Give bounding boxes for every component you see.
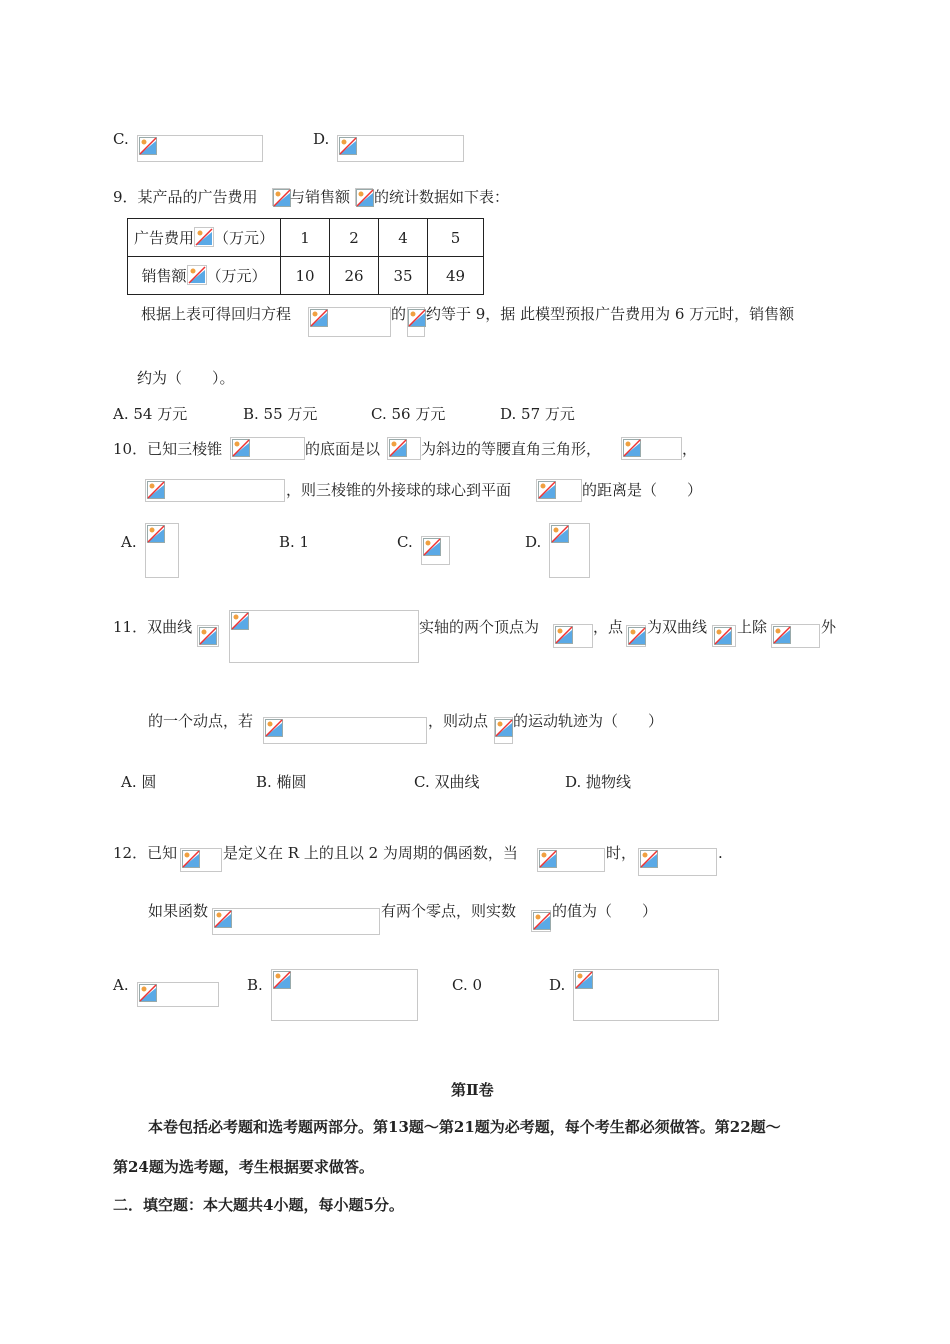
q12-function-f-image bbox=[180, 848, 222, 872]
q9-stem-b: 与销售额 bbox=[290, 188, 351, 206]
broken-image-icon bbox=[194, 227, 214, 247]
broken-image-icon bbox=[538, 481, 556, 499]
broken-image-icon bbox=[773, 626, 791, 644]
q12-option-a-image bbox=[137, 982, 219, 1007]
broken-image-icon bbox=[555, 626, 573, 644]
q9-option-b: B. 55 万元 bbox=[243, 405, 318, 423]
table-cell: 1 bbox=[281, 219, 330, 257]
q12-line1-c: 时， bbox=[606, 844, 637, 862]
q11-option-c: C. 双曲线 bbox=[414, 773, 480, 791]
q10-line2-b: 的距离是（ ） bbox=[582, 481, 703, 499]
broken-image-icon bbox=[628, 627, 646, 645]
q10-option-a-image bbox=[145, 523, 179, 578]
q11-condition-image bbox=[263, 717, 427, 744]
broken-image-icon bbox=[139, 984, 157, 1002]
table-row bbox=[128, 257, 484, 295]
q10-lengths-image bbox=[145, 479, 285, 502]
broken-image-icon bbox=[551, 525, 569, 543]
q12-option-d-image bbox=[573, 969, 719, 1021]
q12-interval-image bbox=[537, 848, 605, 872]
section-heading: 二．填空题：本大题共4小题，每小题5分。 bbox=[113, 1196, 404, 1214]
q11-line1-f: 外 bbox=[821, 618, 837, 636]
broken-image-icon bbox=[147, 525, 165, 543]
broken-image-icon bbox=[147, 481, 165, 499]
q10-condition-image bbox=[621, 437, 682, 460]
table-row-header: 广告费用 （万元） bbox=[128, 219, 281, 257]
table-cell: 26 bbox=[330, 257, 379, 295]
q9-data-table bbox=[127, 218, 484, 295]
q9-var-x-image bbox=[272, 188, 290, 206]
table-row-header: 销售额 （万元） bbox=[128, 257, 281, 295]
q11-excluded-points-image bbox=[771, 624, 820, 648]
q12-option-c: C. 0 bbox=[452, 976, 483, 994]
broken-image-icon bbox=[199, 627, 217, 645]
q10-option-d-label: D. bbox=[525, 533, 542, 551]
q10-option-c-image bbox=[421, 536, 450, 565]
q12-option-b-image bbox=[271, 969, 418, 1021]
broken-image-icon bbox=[389, 439, 407, 457]
broken-image-icon bbox=[714, 627, 732, 645]
q11-line1-a: 11．双曲线 bbox=[113, 618, 193, 636]
broken-image-icon bbox=[495, 719, 513, 737]
q11-option-d: D. 抛物线 bbox=[565, 773, 632, 791]
q11-line2-c: 的运动轨迹为（ ） bbox=[513, 712, 664, 730]
q11-line2-b: ，则动点 bbox=[428, 712, 489, 730]
q10-line2-a: ，则三棱锥的外接球的球心到平面 bbox=[286, 481, 512, 499]
table-cell: 2 bbox=[330, 219, 379, 257]
part2-intro-line1: 本卷包括必考题和选考题两部分。第13题～第21题为必考题，每个考生都必须做答。第22题～ bbox=[148, 1118, 781, 1136]
part2-title: 第Ⅱ卷 bbox=[451, 1081, 494, 1099]
broken-image-icon bbox=[273, 189, 291, 207]
q11-line1-e: 上除 bbox=[737, 618, 768, 636]
part2-intro-line2: 第24题为选考题，考生根据要求做答。 bbox=[113, 1158, 374, 1176]
q10-line1-b: 的底面是以 bbox=[305, 440, 381, 458]
q11-line1-d: 为双曲线 bbox=[647, 618, 708, 636]
broken-image-icon bbox=[623, 439, 641, 457]
broken-image-icon bbox=[139, 137, 157, 155]
q9-regression-equation-image bbox=[308, 307, 391, 337]
broken-image-icon bbox=[356, 189, 374, 207]
q9-var-y-image bbox=[355, 188, 373, 206]
q9-line2-c: 约等于 9，据 此模型预报广告费用为 6 万元时，销售额 bbox=[426, 305, 795, 323]
broken-image-icon bbox=[310, 309, 328, 327]
q10-line1-a: 10．已知三棱锥 bbox=[113, 440, 223, 458]
q10-pyramid-image bbox=[230, 437, 305, 460]
q10-plane-image bbox=[536, 479, 582, 502]
q12-definition-image bbox=[638, 848, 717, 876]
q11-point-p-image bbox=[626, 625, 646, 647]
broken-image-icon bbox=[232, 439, 250, 457]
q8-option-d-image bbox=[337, 135, 464, 162]
broken-image-icon bbox=[640, 850, 658, 868]
q9-stem-c: 的统计数据如下表： bbox=[374, 188, 510, 206]
q11-point-q-image bbox=[494, 717, 513, 744]
q12-line2-b: 有两个零点，则实数 bbox=[381, 902, 517, 920]
q9-coef-b-image bbox=[407, 307, 425, 337]
table-row bbox=[128, 219, 484, 257]
q11-curve-symbol-image bbox=[197, 625, 219, 647]
q10-line1-c: 为斜边的等腰直角三角形， bbox=[421, 440, 602, 458]
q11-option-b: B. 椭圆 bbox=[256, 773, 307, 791]
q12-line1-b: 是定义在 R 上的且以 2 为周期的偶函数，当 bbox=[223, 844, 518, 862]
broken-image-icon bbox=[533, 912, 551, 930]
q10-option-b: B. 1 bbox=[279, 533, 310, 551]
q10-option-d-image bbox=[549, 523, 590, 578]
broken-image-icon bbox=[214, 910, 232, 928]
table-cell: 10 bbox=[281, 257, 330, 295]
q12-option-d-label: D. bbox=[549, 976, 566, 994]
broken-image-icon bbox=[539, 850, 557, 868]
q11-option-a: A. 圆 bbox=[121, 773, 157, 791]
q9-stem-a: 9．某产品的广告费用 bbox=[113, 188, 258, 206]
q8-option-c-label: C. bbox=[113, 130, 129, 148]
q12-line1-a: 12．已知 bbox=[113, 844, 178, 862]
q12-line2-a: 如果函数 bbox=[148, 902, 209, 920]
q12-param-a-image bbox=[531, 910, 551, 932]
broken-image-icon bbox=[423, 538, 441, 556]
broken-image-icon bbox=[575, 971, 593, 989]
broken-image-icon bbox=[273, 971, 291, 989]
q12-option-b-label: B. bbox=[247, 976, 263, 994]
q9-option-d: D. 57 万元 bbox=[500, 405, 575, 423]
q12-option-a-label: A. bbox=[113, 976, 129, 994]
broken-image-icon bbox=[187, 265, 207, 285]
q10-line1-d: ， bbox=[682, 440, 698, 458]
q12-line1-d: . bbox=[718, 844, 723, 862]
q10-option-a-label: A. bbox=[121, 533, 137, 551]
q9-line2-a: 根据上表可得回归方程 bbox=[141, 305, 292, 323]
broken-image-icon bbox=[265, 719, 283, 737]
q8-option-d-label: D. bbox=[313, 130, 330, 148]
q11-line1-b: 实轴的两个顶点为 bbox=[419, 618, 540, 636]
q11-line1-c: ，点 bbox=[593, 618, 624, 636]
broken-image-icon bbox=[231, 612, 249, 630]
q12-function-y-image bbox=[212, 908, 380, 935]
table-cell: 4 bbox=[379, 219, 428, 257]
q8-option-c-image bbox=[137, 135, 263, 162]
q9-option-a: A. 54 万元 bbox=[113, 405, 188, 423]
q11-curve-c-image bbox=[712, 625, 736, 647]
q9-line3: 约为（ ）。 bbox=[137, 369, 235, 387]
q11-line2-a: 的一个动点，若 bbox=[148, 712, 254, 730]
q10-hypotenuse-image bbox=[387, 437, 421, 460]
q9-line2-b: 的 bbox=[391, 305, 407, 323]
broken-image-icon bbox=[182, 850, 200, 868]
table-cell: 5 bbox=[428, 219, 484, 257]
broken-image-icon bbox=[339, 137, 357, 155]
table-cell: 35 bbox=[379, 257, 428, 295]
q9-option-c: C. 56 万元 bbox=[371, 405, 446, 423]
q12-line2-c: 的值为（ ） bbox=[552, 902, 658, 920]
table-cell: 49 bbox=[428, 257, 484, 295]
broken-image-icon bbox=[408, 309, 426, 327]
q11-hyperbola-equation-image bbox=[229, 610, 419, 663]
q11-vertices-image bbox=[553, 624, 593, 648]
q10-option-c-label: C. bbox=[397, 533, 413, 551]
